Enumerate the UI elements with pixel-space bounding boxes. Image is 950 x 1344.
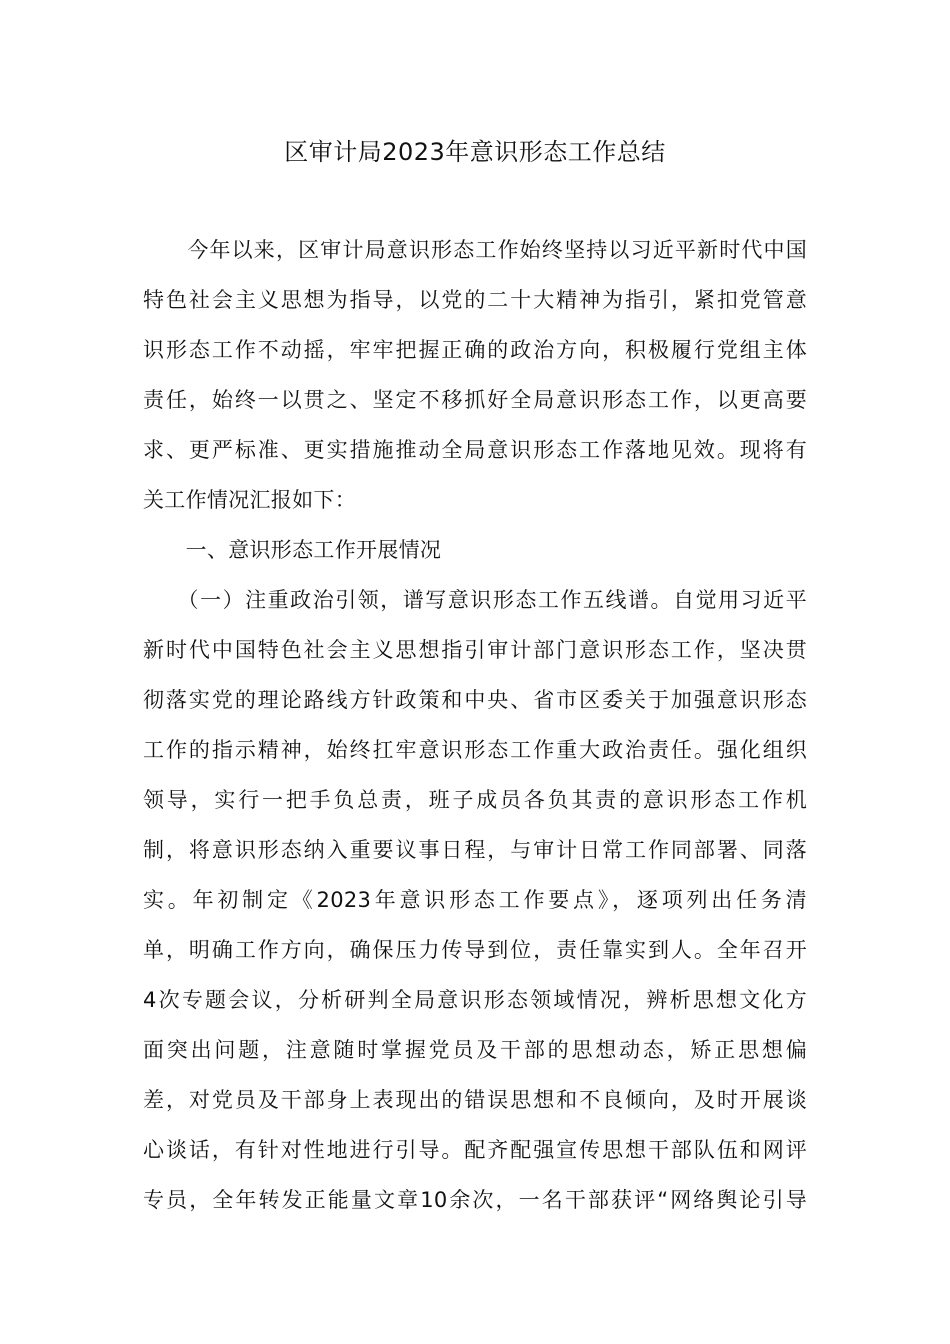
body-line: 今年以来，区审计局意识形态工作始终坚持以习近平新时代中国 [143,238,807,262]
document-body [143,225,807,1225]
body-line: 单，明确工作方向，确保压力传导到位，责任靠实到人。全年召开 [143,938,807,962]
body-line: 面突出问题，注意随时掌握党员及干部的思想动态，矫正思想偏 [143,1038,807,1062]
body-line: 制，将意识形态纳入重要议事日程，与审计日常工作同部署、同落 [143,838,807,862]
body-line: 求、更严标准、更实措施推动全局意识形态工作落地见效。现将有 [143,438,807,462]
body-line: （一）注重政治引领，谱写意识形态工作五线谱。自觉用习近平 [143,588,807,612]
body-line: 关工作情况汇报如下： [143,488,356,512]
body-line: 专员，全年转发正能量文章10余次，一名干部获评“网络舆论引导 [143,1188,807,1212]
body-line: 识形态工作不动摇，牢牢把握正确的政治方向，积极履行党组主体 [143,338,807,362]
document-title: 区审计局2023年意识形态工作总结 [284,138,666,166]
body-line: 心谈话，有针对性地进行引导。配齐配强宣传思想干部队伍和网评 [143,1138,807,1162]
body-line: 差，对党员及干部身上表现出的错误思想和不良倾向，及时开展谈 [143,1088,807,1112]
body-line: 彻落实党的理论路线方针政策和中央、省市区委关于加强意识形态 [143,688,807,712]
body-line: 新时代中国特色社会主义思想指引审计部门意识形态工作，坚决贯 [143,638,807,662]
body-line: 特色社会主义思想为指导，以党的二十大精神为指引，紧扣党管意 [143,288,807,312]
body-line: 实。年初制定《2023年意识形态工作要点》，逐项列出任务清 [143,888,807,912]
body-line: 领导，实行一把手负总责，班子成员各负其责的意识形态工作机 [143,788,807,812]
body-line: 4次专题会议，分析研判全局意识形态领域情况，辨析思想文化方 [143,988,807,1012]
body-line: 责任，始终一以贯之、坚定不移抓好全局意识形态工作，以更高要 [143,388,807,412]
body-line: 工作的指示精神，始终扛牢意识形态工作重大政治责任。强化组织 [143,738,807,762]
section-heading: 一、意识形态工作开展情况 [143,538,442,562]
